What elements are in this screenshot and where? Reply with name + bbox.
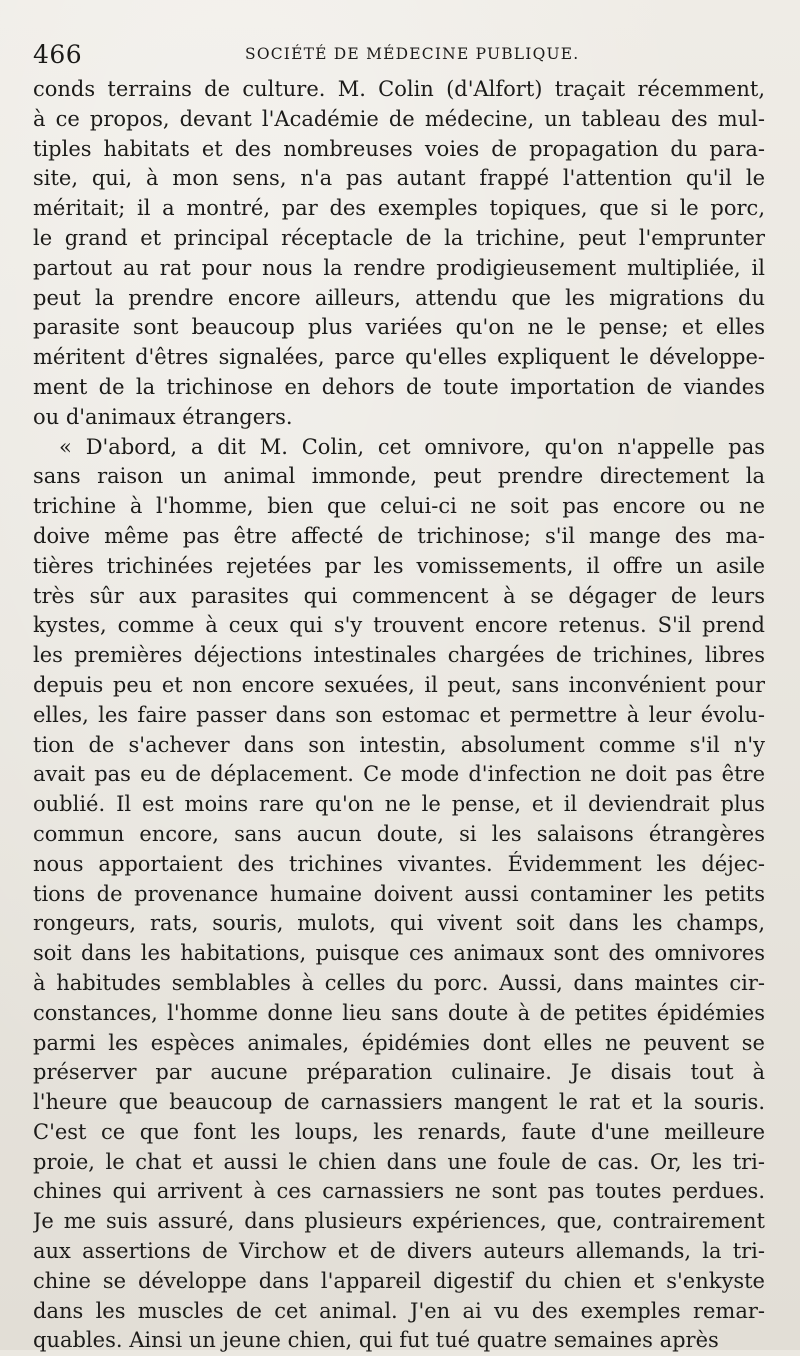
text-line: constances, l'homme donne lieu sans doute à de petites épidémies (33, 1000, 765, 1025)
text-line: rongeurs, rats, souris, mulots, qui vivent soit dans les champs, (33, 911, 765, 936)
text-line: à ce propos, devant l'Académie de médecine, un tableau des mul- (33, 106, 765, 131)
text-line: soit dans les habitations, puisque ces animaux sont des omnivores (33, 941, 765, 966)
text-line: les premières déjections intestinales chargées de trichines, libres (33, 643, 765, 668)
text-line: parasite sont beaucoup plus variées qu'on ne le pense; et elles (33, 315, 765, 340)
body-text (33, 75, 765, 1356)
text-line: tiples habitats et des nombreuses voies de propagation du para- (33, 136, 765, 161)
text-line: « D'abord, a dit M. Colin, cet omnivore, qu'on n'appelle pas (59, 434, 765, 459)
text-line: kystes, comme à ceux qui s'y trouvent encore retenus. S'il prend (33, 613, 765, 638)
text-line: tières trichinées rejetées par les vomissements, il offre un asile (33, 553, 765, 578)
text-line: trichine à l'homme, bien que celui-ci ne soit pas encore ou ne (33, 494, 765, 519)
text-line: dans les muscles de cet animal. J'en ai vu des exemples remar- (33, 1298, 765, 1323)
page-header (33, 36, 756, 70)
text-line: ment de la trichinose en dehors de toute importation de viandes (33, 374, 765, 399)
text-line: à habitudes semblables à celles du porc. Aussi, dans maintes cir- (33, 970, 765, 995)
text-line: site, qui, à mon sens, n'a pas autant frappé l'attention qu'il le (33, 166, 765, 191)
text-line: l'heure que beaucoup de carnassiers mangent le rat et la souris. (33, 1090, 765, 1115)
text-line: depuis peu et non encore sexuées, il peut, sans inconvénient pour (33, 672, 765, 697)
text-line: préserver par aucune préparation culinaire. Je disais tout à (33, 1060, 765, 1085)
text-line: chines qui arrivent à ces carnassiers ne sont pas toutes perdues. (33, 1179, 765, 1204)
text-line: proie, le chat et aussi le chien dans une foule de cas. Or, les tri- (33, 1149, 765, 1174)
running-head: SOCIÉTÉ DE MÉDECINE PUBLIQUE. (245, 45, 580, 63)
text-line: doive même pas être affecté de trichinose; s'il mange des ma- (33, 523, 765, 548)
text-line: quables. Ainsi un jeune chien, qui fut tué quatre semaines après (33, 1328, 719, 1353)
text-line: oublié. Il est moins rare qu'on ne le pense, et il deviendrait plus (33, 792, 765, 817)
text-line: tions de provenance humaine doivent aussi contaminer les petits (33, 881, 765, 906)
page-number: 466 (33, 40, 83, 69)
text-line: chine se développe dans l'appareil digestif du chien et s'enkyste (33, 1268, 765, 1293)
text-line: aux assertions de Virchow et de divers auteurs allemands, la tri- (33, 1239, 765, 1264)
text-line: peut la prendre encore ailleurs, attendu que les migrations du (33, 285, 765, 310)
text-line: méritait; il a montré, par des exemples topiques, que si le porc, (33, 196, 765, 221)
text-line: sans raison un animal immonde, peut prendre directement la (33, 464, 765, 489)
text-line: ou d'animaux étrangers. (33, 404, 293, 429)
text-line: avait pas eu de déplacement. Ce mode d'infection ne doit pas être (33, 762, 765, 787)
text-line: partout au rat pour nous la rendre prodigieusement multipliée, il (33, 255, 765, 280)
text-line: C'est ce que font les loups, les renards, faute d'une meilleure (33, 1119, 765, 1144)
text-line: elles, les faire passer dans son estomac et permettre à leur évolu- (33, 702, 765, 727)
text-line: méritent d'êtres signalées, parce qu'elles expliquent le développe- (33, 345, 765, 370)
text-line: très sûr aux parasites qui commencent à se dégager de leurs (33, 583, 765, 608)
text-line: Je me suis assuré, dans plusieurs expériences, que, contrairement (33, 1209, 765, 1234)
text-line: parmi les espèces animales, épidémies dont elles ne peuvent se (33, 1030, 765, 1055)
text-line: commun encore, sans aucun doute, si les salaisons étrangères (33, 821, 765, 846)
text-line: tion de s'achever dans son intestin, absolument comme s'il n'y (33, 732, 765, 757)
text-line: nous apportaient des trichines vivantes. Évidemment les déjec- (33, 851, 765, 876)
text-line: le grand et principal réceptacle de la trichine, peut l'emprunter (33, 225, 765, 250)
text-line: conds terrains de culture. M. Colin (d'Alfort) traçait récemment, (33, 77, 765, 101)
